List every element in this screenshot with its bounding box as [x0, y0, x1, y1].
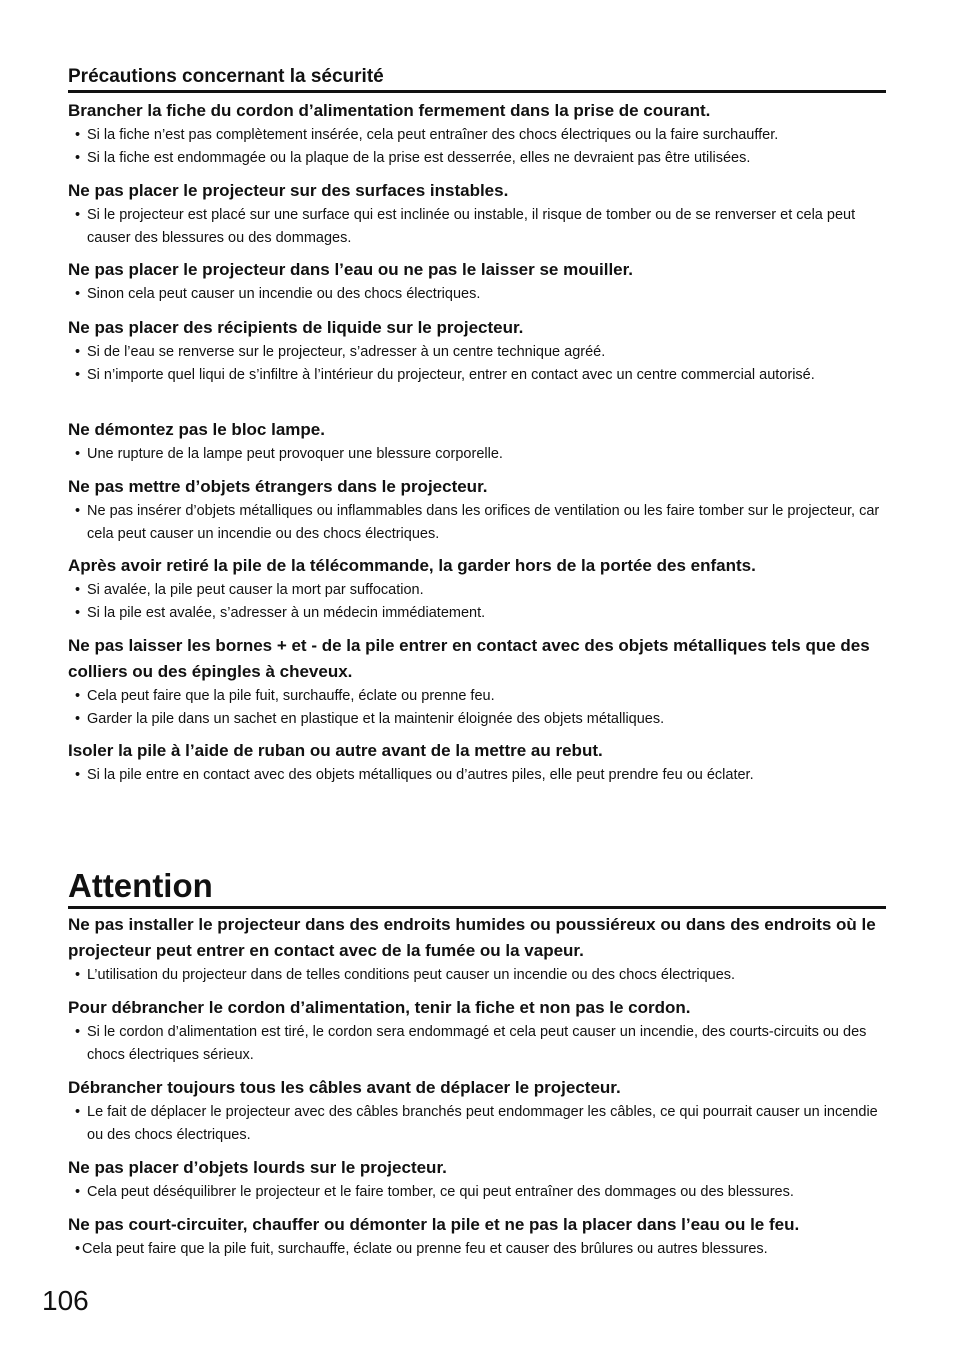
precaution-heading: Isoler la pile à l’aide de ruban ou autre avant de la mettre au rebut.: [68, 741, 603, 760]
precaution-block: [68, 98, 886, 170]
attention-bullet: • L’utilisation du projecteur dans de telles conditions peut causer un incendie ou des chocs électriques.: [68, 964, 886, 987]
precaution-bullet: • Si de l’eau se renverse sur le projecteur, s’adresser à un centre technique agréé.: [68, 341, 886, 364]
attention-bullet: • Cela peut faire que la pile fuit, surchauffe, éclate ou prenne feu et causer des brûlures ou autres blessures.: [68, 1238, 886, 1261]
attention-block: [68, 912, 886, 987]
page-number: 106: [42, 1285, 89, 1316]
precaution-bullet: • Garder la pile dans un sachet en plastique et la maintenir éloignée des objets métalliques.: [68, 708, 886, 731]
precaution-bullet: • Si avalée, la pile peut causer la mort par suffocation.: [68, 579, 886, 602]
attention-bullet: • Cela peut déséquilibrer le projecteur et le faire tomber, ce qui peut entraîner des dommages ou des blessures.: [68, 1181, 886, 1204]
attention-heading: Ne pas placer d’objets lourds sur le projecteur.: [68, 1158, 447, 1177]
precaution-bullet: • Si la fiche n’est pas complètement insérée, cela peut entraîner des chocs électriques ou la faire surchauffer.: [68, 124, 886, 147]
precaution-bullet: • Sinon cela peut causer un incendie ou des chocs électriques.: [68, 283, 886, 306]
precaution-bullet: • Si la pile entre en contact avec des objets métalliques ou d’autres piles, elle peut prendre feu ou éclater.: [68, 764, 886, 787]
precaution-heading: Ne pas placer le projecteur sur des surfaces instables.: [68, 181, 509, 200]
precaution-block: [68, 553, 886, 625]
precaution-block: [68, 178, 886, 250]
precaution-heading: Ne pas placer des récipients de liquide sur le projecteur.: [68, 318, 524, 337]
precaution-bullet: • Si la pile est avalée, s’adresser à un médecin immédiatement.: [68, 602, 886, 625]
attention-bullet: • Le fait de déplacer le projecteur avec des câbles branchés peut endommager les câbles, ce qui pourrait causer un incendie ou des chocs électriques.: [68, 1101, 886, 1147]
attention-heading: Ne pas court-circuiter, chauffer ou démonter la pile et ne pas la placer dans l’eau ou le feu.: [68, 1215, 800, 1234]
precaution-block: [68, 257, 886, 306]
precaution-bullet: • Si la fiche est endommagée ou la plaque de la prise est desserrée, elles ne devraient pas être utilisées.: [68, 147, 886, 170]
precaution-bullet: • Une rupture de la lampe peut provoquer une blessure corporelle.: [68, 443, 886, 466]
precaution-heading: Ne démontez pas le bloc lampe.: [68, 420, 325, 439]
attention-block: [68, 995, 886, 1067]
attention-block: [68, 1212, 886, 1261]
precaution-heading: Ne pas placer le projecteur dans l’eau ou ne pas le laisser se mouiller.: [68, 260, 634, 279]
precaution-bullet: • Si n’importe quel liqui de s’infiltre à l’intérieur du projecteur, entrer en contact avec un centre commercial autorisé.: [68, 364, 886, 387]
attention-heading: Ne pas installer le projecteur dans des endroits humides ou poussiéreux ou dans des endroits où le projecteur peut entrer en contact avec de la fumée ou la vapeur.: [68, 915, 876, 960]
precaution-heading: Brancher la fiche du cordon d’alimentation fermement dans la prise de courant.: [68, 101, 711, 120]
precaution-heading: Ne pas mettre d’objets étrangers dans le projecteur.: [68, 477, 488, 496]
section-title-attention: Attention: [68, 866, 886, 909]
attention-block: [68, 1075, 886, 1147]
precaution-bullet: • Ne pas insérer d’objets métalliques ou inflammables dans les orifices de ventilation ou les faire tomber sur le projecteur, car cela peut causer un incendie ou des chocs électriques.: [68, 500, 886, 546]
precaution-block: [68, 315, 886, 387]
precaution-block: [68, 474, 886, 546]
section-title-safety: Précautions concernant la sécurité: [68, 64, 886, 93]
attention-heading: Pour débrancher le cordon d’alimentation, tenir la fiche et non pas le cordon.: [68, 998, 691, 1017]
precaution-heading: Ne pas laisser les bornes + et - de la pile entrer en contact avec des objets métalliques tels que des colliers ou des épingles à cheveux.: [68, 636, 870, 681]
precaution-bullet: • Si le projecteur est placé sur une surface qui est inclinée ou instable, il risque de tomber ou de se renverser et cela peut causer des blessures ou des dommages.: [68, 204, 886, 250]
precaution-heading: Après avoir retiré la pile de la télécommande, la garder hors de la portée des enfants.: [68, 556, 756, 575]
precaution-block: [68, 633, 886, 731]
precaution-block: [68, 738, 886, 787]
attention-bullet: • Si le cordon d’alimentation est tiré, le cordon sera endommagé et cela peut causer un incendie, des courts-circuits ou des chocs électriques sérieux.: [68, 1021, 886, 1067]
precaution-block: [68, 417, 886, 466]
precaution-bullet: • Cela peut faire que la pile fuit, surchauffe, éclate ou prenne feu.: [68, 685, 886, 708]
attention-block: [68, 1155, 886, 1204]
attention-heading: Débrancher toujours tous les câbles avant de déplacer le projecteur.: [68, 1078, 621, 1097]
